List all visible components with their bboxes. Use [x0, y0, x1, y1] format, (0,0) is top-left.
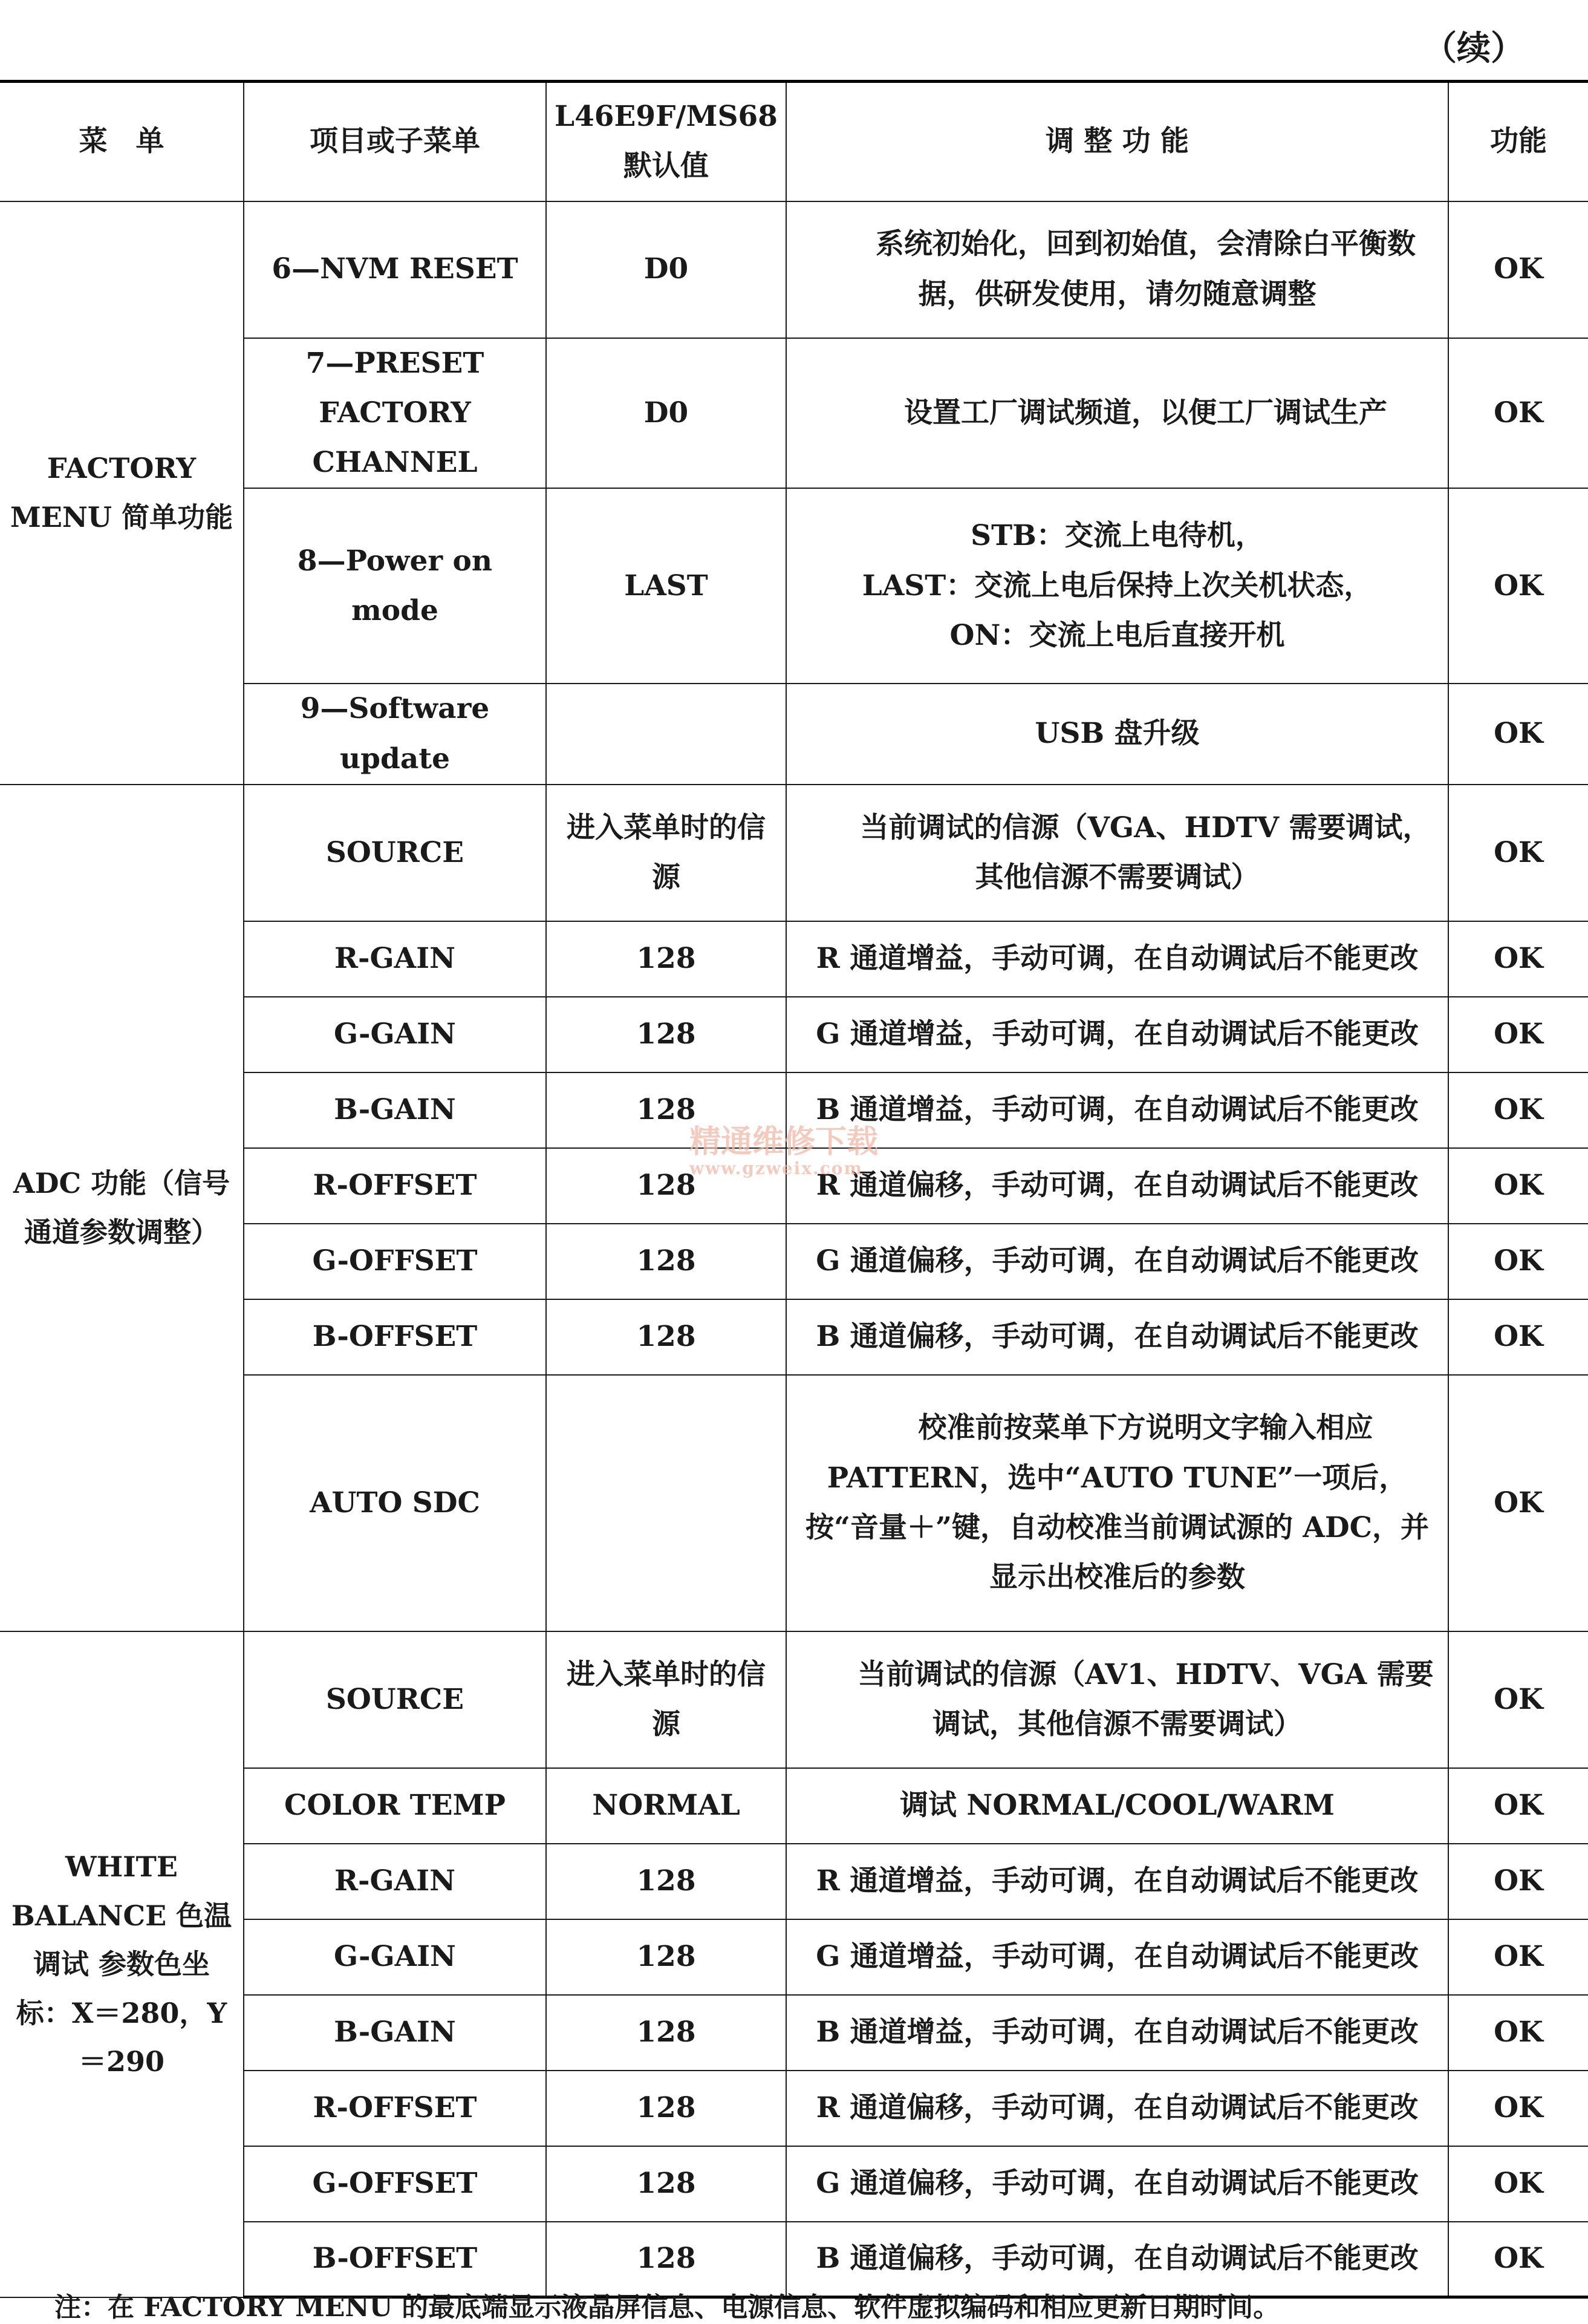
status-cell: OK	[1448, 1631, 1588, 1768]
status-cell: OK	[1448, 1224, 1588, 1299]
item-cell: SOURCE	[244, 785, 546, 921]
header-item: 项目或子菜单	[244, 82, 546, 201]
item-cell: G-GAIN	[244, 997, 546, 1072]
status-cell: OK	[1448, 2222, 1588, 2297]
desc-cell: R 通道增益，手动可调，在自动调试后不能更改	[786, 921, 1448, 997]
status-cell: OK	[1448, 1844, 1588, 1919]
menu-white-balance: WHITE BALANCE 色温调试 参数色坐标：X＝280，Y＝290	[0, 1631, 244, 2297]
desc-line: LAST：交流上电后保持上次关机状态，	[862, 569, 1373, 602]
desc-cell: G 通道增益，手动可调，在自动调试后不能更改	[786, 1919, 1448, 1995]
status-cell: OK	[1448, 1375, 1588, 1631]
default-cell: D0	[546, 338, 786, 489]
status-cell: OK	[1448, 2071, 1588, 2146]
header-function-desc: 调 整 功 能	[786, 82, 1448, 201]
item-cell: R-OFFSET	[244, 1148, 546, 1224]
table-row	[0, 201, 1588, 338]
default-cell: 128	[546, 1299, 786, 1375]
continuation-mark: （续）	[1423, 28, 1525, 68]
default-cell: 128	[546, 1844, 786, 1919]
default-cell: LAST	[546, 488, 786, 684]
watermark-url: www.gzweix.com	[689, 1158, 864, 1178]
item-cell: G-GAIN	[244, 1919, 546, 1995]
desc-cell: 校准前按菜单下方说明文字输入相应 PATTERN，选中“AUTO TUNE”一项后，按“音量＋”键，自动校准当前调试源的 ADC，并显示出校准后的参数	[786, 1375, 1448, 1631]
default-cell: 128	[546, 2071, 786, 2146]
default-cell: 128	[546, 2222, 786, 2297]
default-cell	[546, 684, 786, 785]
item-cell: R-GAIN	[244, 921, 546, 997]
default-cell: 128	[546, 2146, 786, 2222]
default-cell	[546, 1375, 786, 1631]
status-cell: OK	[1448, 1299, 1588, 1375]
header-default: L46E9F/MS68 默认值	[546, 82, 786, 201]
desc-cell: R 通道增益，手动可调，在自动调试后不能更改	[786, 1844, 1448, 1919]
item-cell: 8—Power on mode	[244, 488, 546, 684]
desc-cell: 系统初始化，回到初始值，会清除白平衡数据，供研发使用，请勿随意调整	[786, 201, 1448, 338]
table-header-row	[0, 82, 1588, 201]
item-cell: B-OFFSET	[244, 2222, 546, 2297]
item-cell: B-GAIN	[244, 1995, 546, 2071]
item-cell: AUTO SDC	[244, 1375, 546, 1631]
menu-adc: ADC 功能（信号通道参数调整）	[0, 785, 244, 1631]
default-cell: 128	[546, 921, 786, 997]
status-cell: OK	[1448, 684, 1588, 785]
default-cell: 128	[546, 997, 786, 1072]
item-cell: B-OFFSET	[244, 1299, 546, 1375]
status-cell: OK	[1448, 997, 1588, 1072]
item-cell: G-OFFSET	[244, 1224, 546, 1299]
desc-cell: USB 盘升级	[786, 684, 1448, 785]
header-menu: 菜 单	[0, 82, 244, 201]
item-cell: 6—NVM RESET	[244, 201, 546, 338]
default-cell: 128	[546, 1224, 786, 1299]
status-cell: OK	[1448, 1768, 1588, 1844]
item-cell: R-GAIN	[244, 1844, 546, 1919]
status-cell: OK	[1448, 1919, 1588, 1995]
item-cell: 7—PRESET FACTORY CHANNEL	[244, 338, 546, 489]
status-cell: OK	[1448, 338, 1588, 489]
item-cell: G-OFFSET	[244, 2146, 546, 2222]
desc-cell: 当前调试的信源（VGA、HDTV 需要调试，其他信源不需要调试）	[786, 785, 1448, 921]
desc-line: STB：交流上电待机，	[971, 519, 1264, 553]
table-row	[0, 785, 1588, 921]
factory-menu-table	[0, 80, 1588, 2299]
watermark-text: 精通维修下载	[689, 1123, 879, 1160]
desc-cell: 当前调试的信源（AV1、HDTV、VGA 需要调试，其他信源不需要调试）	[786, 1631, 1448, 1768]
desc-line: ON：交流上电后直接开机	[949, 618, 1285, 652]
desc-cell: G 通道增益，手动可调，在自动调试后不能更改	[786, 997, 1448, 1072]
default-cell: 128	[546, 1072, 786, 1148]
status-cell: OK	[1448, 785, 1588, 921]
desc-cell	[786, 488, 1448, 684]
header-status: 功能	[1448, 82, 1588, 201]
default-cell: 128	[546, 1995, 786, 2071]
default-cell: NORMAL	[546, 1768, 786, 1844]
table-row	[0, 1631, 1588, 1768]
item-cell: B-GAIN	[244, 1072, 546, 1148]
default-cell: 128	[546, 1919, 786, 1995]
desc-cell: B 通道偏移，手动可调，在自动调试后不能更改	[786, 2222, 1448, 2297]
desc-cell: G 通道偏移，手动可调，在自动调试后不能更改	[786, 1224, 1448, 1299]
menu-factory: FACTORY MENU 简单功能	[0, 201, 244, 785]
desc-cell: 调试 NORMAL/COOL/WARM	[786, 1768, 1448, 1844]
desc-cell: B 通道增益，手动可调，在自动调试后不能更改	[786, 1072, 1448, 1148]
status-cell: OK	[1448, 921, 1588, 997]
status-cell: OK	[1448, 2146, 1588, 2222]
default-cell: 进入菜单时的信源	[546, 785, 786, 921]
item-cell: R-OFFSET	[244, 2071, 546, 2146]
default-cell: 128	[546, 1148, 786, 1224]
desc-cell: 设置工厂调试频道，以便工厂调试生产	[786, 338, 1448, 489]
status-cell: OK	[1448, 1148, 1588, 1224]
status-cell: OK	[1448, 201, 1588, 338]
desc-cell: B 通道偏移，手动可调，在自动调试后不能更改	[786, 1299, 1448, 1375]
desc-cell: R 通道偏移，手动可调，在自动调试后不能更改	[786, 1148, 1448, 1224]
desc-cell: R 通道偏移，手动可调，在自动调试后不能更改	[786, 2071, 1448, 2146]
default-cell: 进入菜单时的信源	[546, 1631, 786, 1768]
status-cell: OK	[1448, 1995, 1588, 2071]
item-cell: SOURCE	[244, 1631, 546, 1768]
item-cell: 9—Software update	[244, 684, 546, 785]
status-cell: OK	[1448, 488, 1588, 684]
status-cell: OK	[1448, 1072, 1588, 1148]
desc-cell: G 通道偏移，手动可调，在自动调试后不能更改	[786, 2146, 1448, 2222]
footnote: 注：在 FACTORY MENU 的最底端显示液晶屏信息、电源信息、软件虚拟编码和相应更新日期时间。	[54, 2292, 1280, 2323]
default-cell: D0	[546, 201, 786, 338]
item-cell: COLOR TEMP	[244, 1768, 546, 1844]
desc-cell: B 通道增益，手动可调，在自动调试后不能更改	[786, 1995, 1448, 2071]
